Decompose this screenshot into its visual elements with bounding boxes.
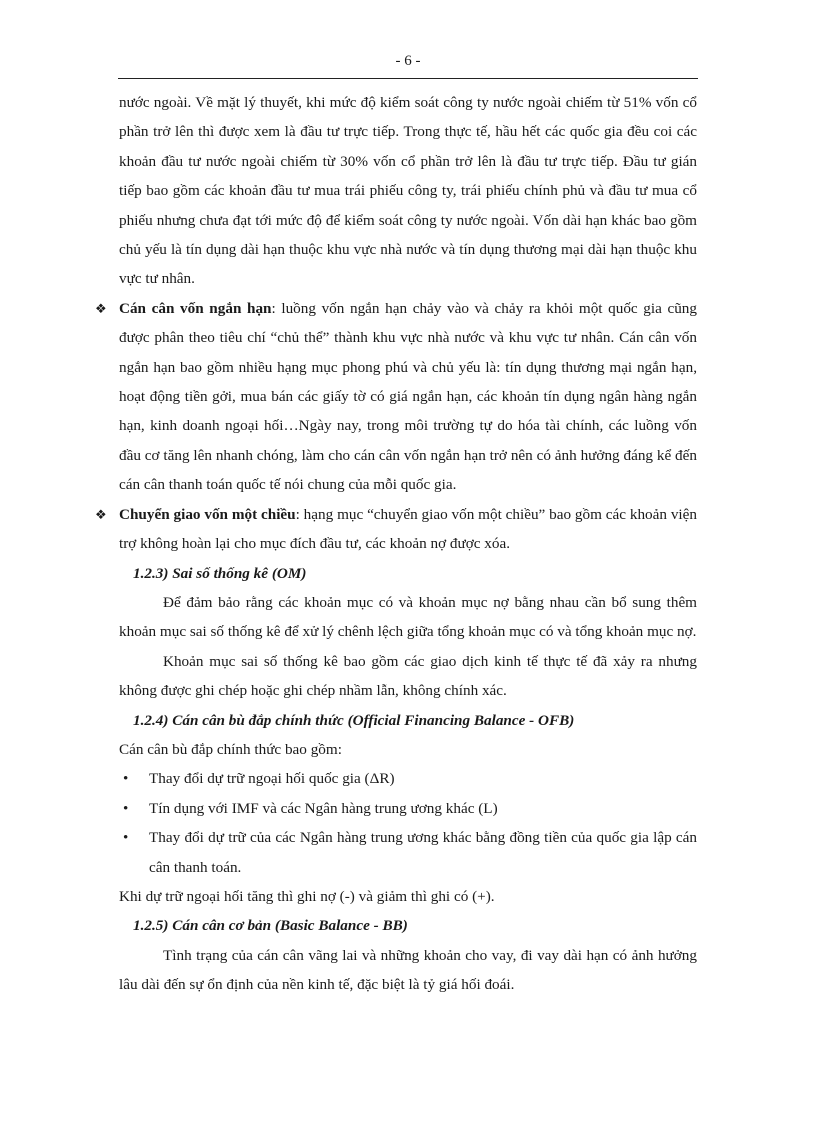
diamond-bullet-icon: ❖ xyxy=(95,506,107,522)
text-capital-transfer: : hạng mục “chuyển giao vốn một chiều” bao gồm các khoản viện trợ không hoàn lại cho mục đích đầu tư, các khoản nợ được xóa. xyxy=(119,505,697,553)
list-item xyxy=(119,764,697,793)
page-body xyxy=(95,88,697,1000)
header-rule xyxy=(118,78,698,79)
text-short-term-capital: : luồng vốn ngắn hạn chảy vào và chảy ra khỏi một quốc gia cũng được phân theo tiêu chí “chủ thể” thành khu vực nhà nước và khu vực tư nhân. Cán cân vốn ngắn hạn bao gồm nhiều hạng mục phong phú và chủ yếu là: tín dụng thương mại ngắn hạn, hoạt động tiền gởi, mua bán các giấy tờ có giá ngắn hạn, các khoản tín dụng ngân hàng ngắn hạn, kinh doanh ngoại hối…Ngày nay, trong môi trường tự do hóa tài chính, các luồng vốn đầu cơ tăng lên nhanh chóng, làm cho cán cân vốn ngắn hạn trở nên có ảnh hưởng đáng kể đến cán cân thanh toán quốc tế nói chung của mỗi quốc gia. xyxy=(119,299,697,494)
term-short-term-capital: Cán cân vốn ngắn hạn xyxy=(119,299,272,317)
paragraph-statistical-error-1: Để đảm bảo rằng các khoản mục có và khoản mục nợ bằng nhau cần bổ sung thêm khoản mục sai số thống kê để xử lý chênh lệch giữa tổng khoản mục có và tổng khoản mục nợ. xyxy=(119,593,697,641)
diamond-bullet-icon: ❖ xyxy=(95,300,107,316)
list-item-text: Thay đổi dự trữ ngoại hối quốc gia (ΔR) xyxy=(149,770,395,788)
bullet-dot-icon: • xyxy=(123,770,129,788)
paragraph-basic-balance: Tình trạng của cán cân vãng lai và những khoản cho vay, đi vay dài hạn có ảnh hưởng lâu dài đến sự ổn định của nền kinh tế, đặc biệt là tỷ giá hối đoái. xyxy=(119,946,697,994)
term-capital-transfer: Chuyển giao vốn một chiều xyxy=(119,505,296,523)
list-item-text: Thay đổi dự trữ của các Ngân hàng trung ương khác bằng đồng tiền của quốc gia lập cán cân thanh toán. xyxy=(149,829,697,876)
paragraph-statistical-error-2: Khoản mục sai số thống kê bao gồm các giao dịch kinh tế thực tế đã xảy ra nhưng không được ghi chép hoặc ghi chép nhầm lẫn, không chính xác. xyxy=(119,652,697,700)
heading-1-2-3: 1.2.3) Sai số thống kê (OM) xyxy=(133,564,307,582)
list-item xyxy=(119,823,697,882)
list-item-short-term-capital xyxy=(95,294,697,500)
paragraph-reserve-rule: Khi dự trữ ngoại hối tăng thì ghi nợ (-) và giảm thì ghi có (+). xyxy=(119,887,495,905)
paragraph-foreign-investment: nước ngoài. Về mặt lý thuyết, khi mức độ kiểm soát công ty nước ngoài chiếm từ 51% vốn cổ phần trở lên thì được xem là đầu tư trực tiếp. Trong thực tế, hầu hết các quốc gia đều coi các khoản đầu tư nước ngoài chiếm từ 30% vốn cổ phần trở lên là đầu tư trực tiếp. Đầu tư gián tiếp bao gồm các khoản đầu tư mua trái phiếu công ty, trái phiếu chính phủ và đầu tư mua cổ phiếu nhưng chưa đạt tới mức độ để kiểm soát công ty nước ngoài. Vốn dài hạn khác bao gồm chủ yếu là tín dụng dài hạn thuộc khu vực nhà nước và tín dụng thương mại dài hạn thuộc khu vực tư nhân. xyxy=(119,94,697,288)
paragraph-ofb-intro: Cán cân bù đắp chính thức bao gồm: xyxy=(119,740,342,758)
list-item-capital-transfer xyxy=(95,500,697,559)
list-item xyxy=(119,794,697,823)
bullet-dot-icon: • xyxy=(123,829,129,847)
heading-1-2-4: 1.2.4) Cán cân bù đắp chính thức (Official Financing Balance - OFB) xyxy=(133,711,575,729)
page-number: - 6 - xyxy=(395,53,421,69)
bullet-dot-icon: • xyxy=(123,799,129,817)
ofb-bullet-list xyxy=(119,764,697,882)
list-item-text: Tín dụng với IMF và các Ngân hàng trung ương khác (L) xyxy=(149,799,498,817)
heading-1-2-5: 1.2.5) Cán cân cơ bản (Basic Balance - BB) xyxy=(133,917,408,935)
